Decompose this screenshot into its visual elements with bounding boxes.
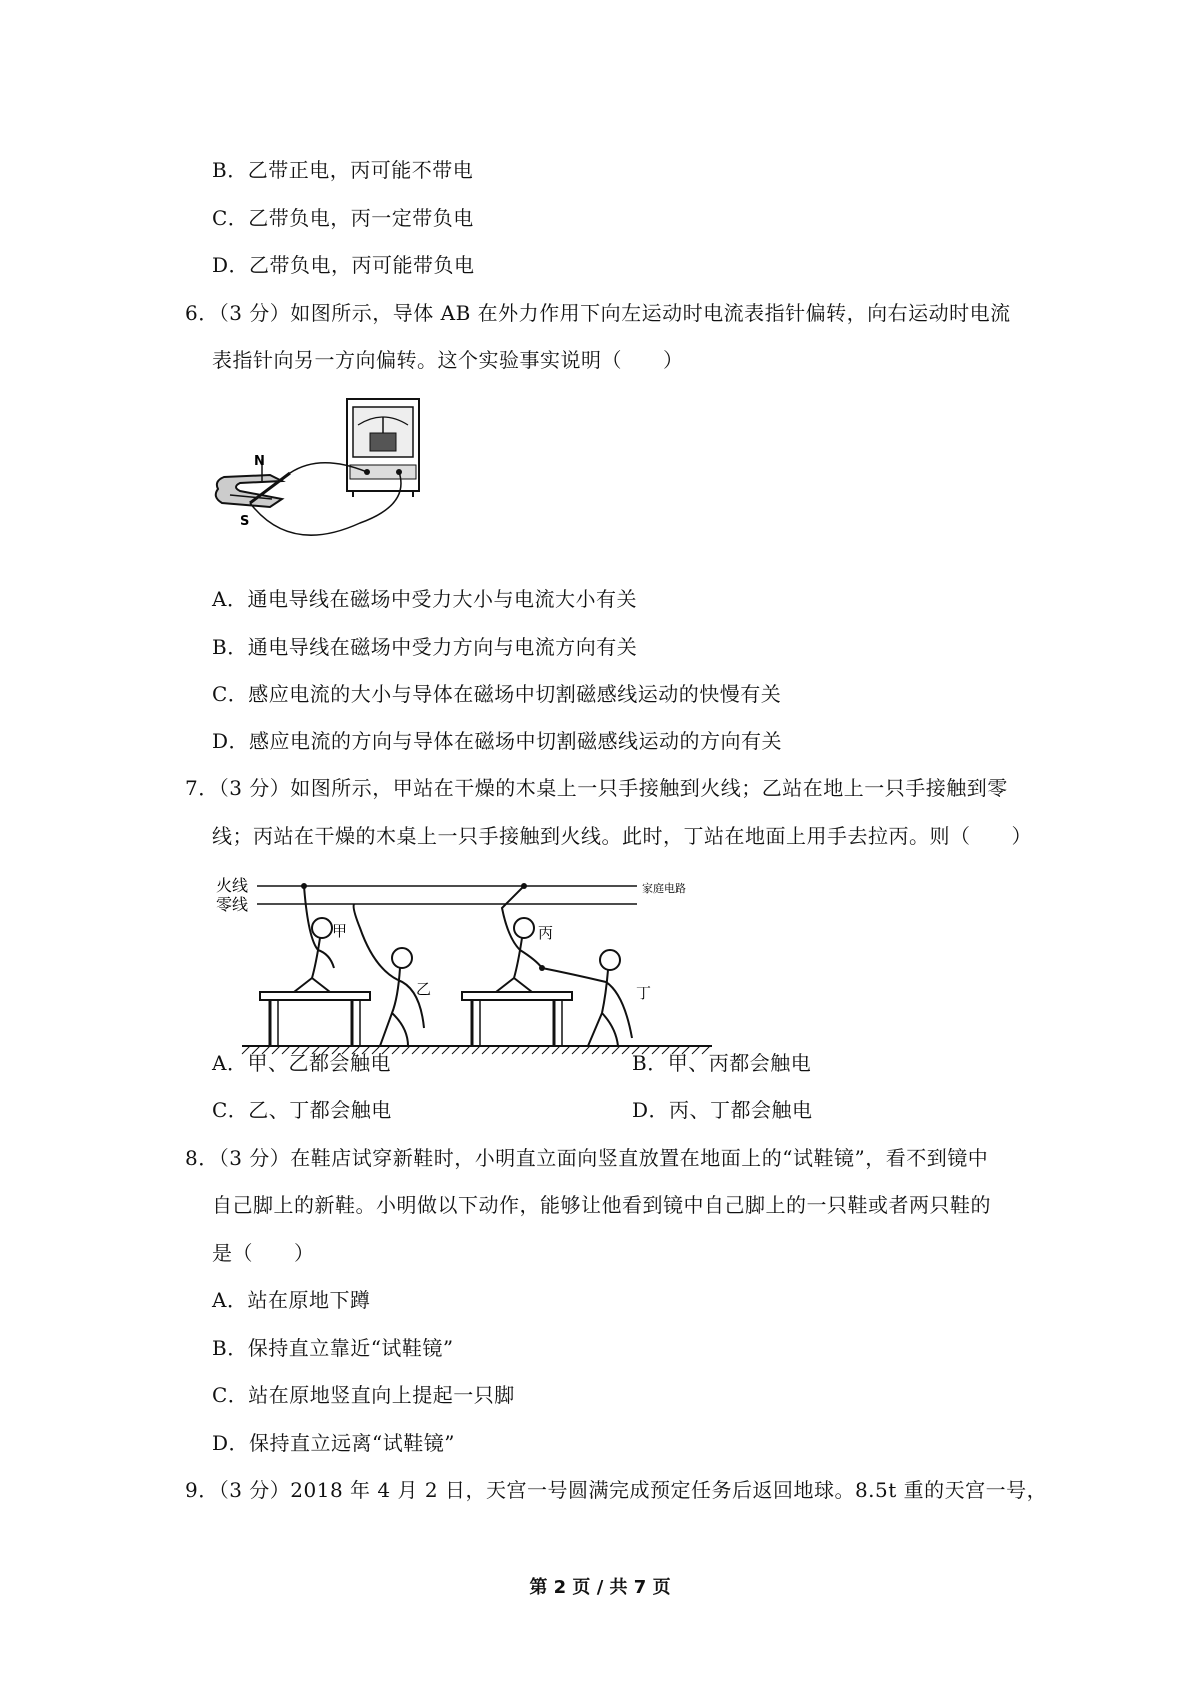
q6-stem-line1: 6．（3 分）如图所示，导体 AB 在外力作用下向左运动时电流表指针偏转，向右运动时电流 <box>185 301 1011 325</box>
q9-stem-line1: 9．（3 分）2018 年 4 月 2 日，天宫一号圆满完成预定任务后返回地球。8.5t 重的天宫一号， <box>185 1478 1048 1502</box>
q6-option-b: B．通电导线在磁场中受力方向与电流方向有关 <box>212 635 638 659</box>
q6-option-d: D．感应电流的方向与导体在磁场中切割磁感线运动的方向有关 <box>212 729 783 753</box>
person-yi-label: 乙 <box>416 980 432 998</box>
q7-option-c: C．乙、丁都会触电 <box>212 1098 392 1122</box>
person-ding-label: 丁 <box>636 984 652 1002</box>
q7-figure-household-circuit <box>212 868 732 1068</box>
q7-stem-line1: 7．（3 分）如图所示，甲站在干燥的木桌上一只手接触到火线；乙站在地上一只手接触到零 <box>185 776 1008 800</box>
magnet-s-label: S <box>240 514 250 529</box>
q6-option-c: C．感应电流的大小与导体在磁场中切割磁感线运动的快慢有关 <box>212 682 782 706</box>
circuit-label: 家庭电路 <box>642 882 686 895</box>
q5-option-d: D．乙带负电，丙可能带负电 <box>212 253 475 277</box>
q6-option-a: A．通电导线在磁场中受力大小与电流大小有关 <box>212 587 637 611</box>
q7-option-d: D．丙、丁都会触电 <box>632 1098 813 1122</box>
q6-figure-galvanometer-magnet <box>210 395 430 555</box>
q8-stem-line2: 自己脚上的新鞋。小明做以下动作，能够让他看到镜中自己脚上的一只鞋或者两只鞋的 <box>212 1193 991 1217</box>
q7-option-a: A．甲、乙都会触电 <box>212 1051 391 1075</box>
person-jia-label: 甲 <box>332 922 348 940</box>
q7-stem-line2: 线；丙站在干燥的木桌上一只手接触到火线。此时，丁站在地面上用手去拉丙。则（ ） <box>212 824 1032 848</box>
q5-option-c: C．乙带负电，丙一定带负电 <box>212 206 474 230</box>
q8-stem-line1: 8．（3 分）在鞋店试穿新鞋时，小明直立面向竖直放置在地面上的“试鞋镜”，看不到镜中 <box>185 1146 989 1170</box>
q8-option-b: B．保持直立靠近“试鞋镜” <box>212 1336 454 1360</box>
q6-stem-line2: 表指针向另一方向偏转。这个实验事实说明（ ） <box>212 348 684 372</box>
person-bing-label: 丙 <box>538 924 554 942</box>
neutral-wire-label: 零线 <box>216 895 249 914</box>
live-wire-label: 火线 <box>216 876 249 895</box>
page-footer: 第 2 页 / 共 7 页 <box>529 1577 671 1598</box>
q8-stem-line3: 是（ ） <box>212 1241 315 1265</box>
q8-option-c: C．站在原地竖直向上提起一只脚 <box>212 1383 515 1407</box>
q8-option-d: D．保持直立远离“试鞋镜” <box>212 1431 455 1455</box>
q8-option-a: A．站在原地下蹲 <box>212 1288 371 1312</box>
q5-option-b: B．乙带正电，丙可能不带电 <box>212 158 474 182</box>
magnet-n-label: N <box>254 454 265 469</box>
q7-option-b: B．甲、丙都会触电 <box>632 1051 812 1075</box>
